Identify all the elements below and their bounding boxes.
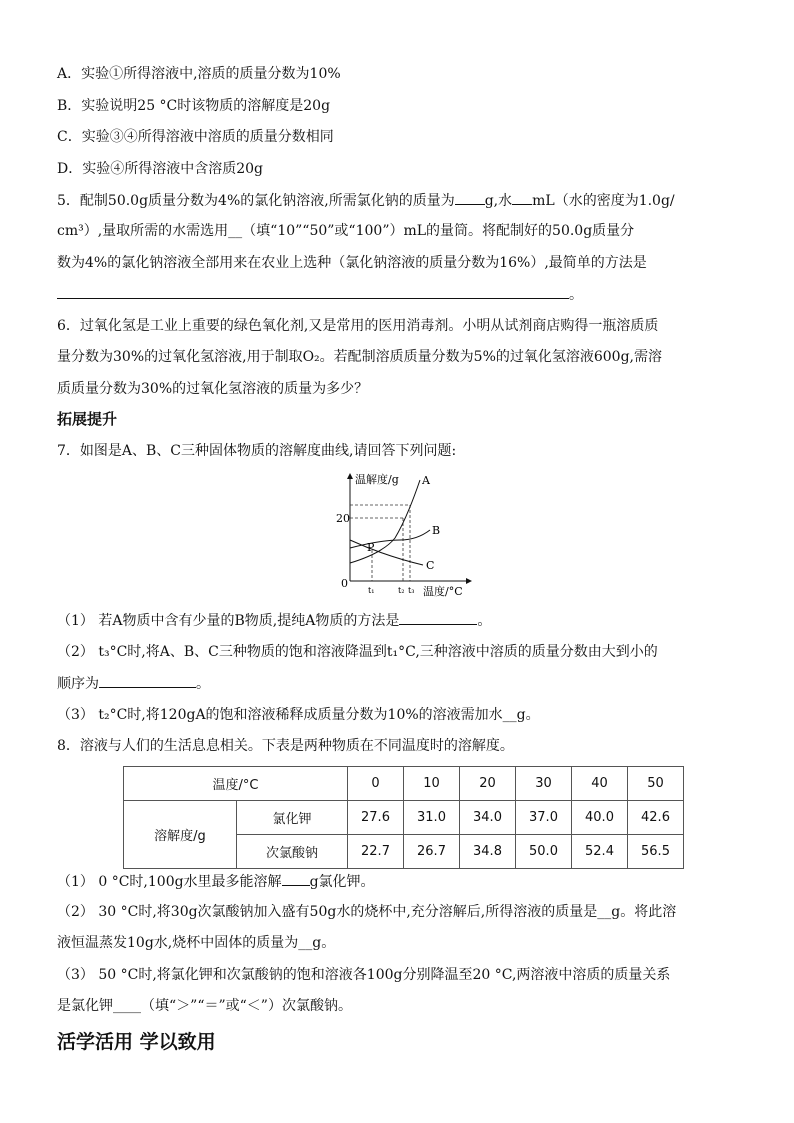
tick-t2: t₂ bbox=[398, 586, 405, 595]
solubility-label: 溶解度/g bbox=[124, 801, 237, 869]
y-axis-label: 温解度/g bbox=[355, 473, 399, 486]
q7-p2-end: 。 bbox=[196, 676, 210, 692]
option-c: C．实验③④所得溶液中溶质的质量分数相同 bbox=[57, 129, 334, 145]
q8-part3-line2: 是氯化钾____（填“＞”“＝”或“＜”）次氯酸钠。 bbox=[57, 998, 352, 1014]
q8-part3-line1: （3） 50 °C时,将氯化钾和次氯酸钠的饱和溶液各100g分别降温至20 °C,两溶液中溶质的质量关系 bbox=[57, 967, 671, 983]
table-row bbox=[124, 801, 684, 835]
section-heading: 拓展提升 bbox=[57, 410, 118, 428]
substance-name: 次氯酸钠 bbox=[237, 835, 348, 869]
table-header-row bbox=[124, 767, 684, 801]
value-cell: 31.0 bbox=[404, 801, 460, 835]
q8-blank-kcl[interactable] bbox=[282, 871, 310, 886]
q7-p1-text: （1） 若A物质中含有少量的B物质,提纯A物质的方法是 bbox=[57, 613, 400, 629]
temp-cell: 50 bbox=[628, 767, 684, 801]
q5-text-c: mL（水的密度为1.0g/ bbox=[532, 193, 675, 209]
value-cell: 37.0 bbox=[516, 801, 572, 835]
q7-part1 bbox=[57, 610, 491, 631]
q8-part2-line1: （2） 30 °C时,将30g次氯酸钠加入盛有50g水的烧杯中,充分溶解后,所得溶液的质量是__g。将此溶 bbox=[57, 904, 677, 920]
option-b: B．实验说明25 °C时该物质的溶解度是20g bbox=[57, 98, 331, 114]
tick-t1: t₁ bbox=[368, 586, 375, 595]
q6-line2: 量分数为30%的过氧化氢溶液,用于制取O₂。若配制溶质质量分数为5%的过氧化氢溶液600g,需溶 bbox=[57, 349, 662, 365]
value-cell: 34.0 bbox=[460, 801, 516, 835]
tick-t3: t₃ bbox=[408, 586, 415, 595]
q7-blank-order[interactable] bbox=[99, 673, 196, 688]
q5-end: 。 bbox=[569, 287, 583, 303]
value-cell: 56.5 bbox=[628, 835, 684, 869]
curve-a-label: A bbox=[422, 474, 430, 487]
value-cell: 52.4 bbox=[572, 835, 628, 869]
substance-name: 氯化钾 bbox=[237, 801, 348, 835]
q8-part1 bbox=[57, 871, 375, 892]
temp-cell: 10 bbox=[404, 767, 460, 801]
q5-blank-water[interactable] bbox=[512, 190, 532, 205]
q7-p2-text: 顺序为 bbox=[57, 676, 99, 692]
curve-b-label: B bbox=[432, 524, 441, 537]
option-d: D．实验④所得溶液中含溶质20g bbox=[57, 161, 264, 177]
q6-line3: 质质量分数为30%的过氧化氢溶液的质量为多少？ bbox=[57, 381, 369, 397]
value-cell: 22.7 bbox=[348, 835, 404, 869]
q5-text-a: 5．配制50.0g质量分数为4%的氯化钠溶液,所需氯化钠的质量为 bbox=[57, 193, 455, 209]
q5-line2: cm³）,量取所需的水需选用__（填“10”“50”或“100”）mL的量筒。将配制好的50.0g质量分 bbox=[57, 223, 635, 239]
q8-p1-text: （1） 0 °C时,100g水里最多能溶解 bbox=[57, 874, 282, 890]
q7-blank-method[interactable] bbox=[399, 610, 477, 625]
value-cell: 42.6 bbox=[628, 801, 684, 835]
tick-20: 20 bbox=[336, 512, 350, 525]
curve-c bbox=[350, 540, 423, 565]
value-cell: 27.6 bbox=[348, 801, 404, 835]
q5-blank-method[interactable] bbox=[57, 284, 569, 299]
origin-label: 0 bbox=[341, 577, 348, 590]
solubility-graph bbox=[335, 468, 475, 600]
solubility-table bbox=[123, 766, 684, 869]
q7-stem: 7．如图是A、B、C三种固体物质的溶解度曲线,请回答下列问题: bbox=[57, 443, 457, 459]
q7-part3: （3） t₂°C时,将120gA的饱和溶液稀释成质量分数为10%的溶液需加水__g。 bbox=[57, 707, 540, 723]
q7-p1-end: 。 bbox=[477, 613, 492, 629]
temp-header: 温度/°C bbox=[124, 767, 348, 801]
q5-line4 bbox=[57, 284, 583, 305]
temp-cell: 0 bbox=[348, 767, 404, 801]
temp-cell: 20 bbox=[460, 767, 516, 801]
curve-a bbox=[350, 480, 420, 563]
q5-line1 bbox=[57, 190, 675, 211]
footer-heading: 活学活用 学以致用 bbox=[57, 1031, 216, 1053]
q8-part2-line2: 液恒温蒸发10g水,烧杯中固体的质量为__g。 bbox=[57, 935, 336, 951]
q5-line3: 数为4%的氯化钠溶液全部用来在农业上选种（氯化钠溶液的质量分数为16%）,最简单的方法是 bbox=[57, 255, 647, 271]
q7-part2-line1: （2） t₃°C时,将A、B、C三种物质的饱和溶液降温到t₁°C,三种溶液中溶质的质量分数由大到小的 bbox=[57, 644, 658, 660]
value-cell: 26.7 bbox=[404, 835, 460, 869]
q6-line1: 6．过氧化氢是工业上重要的绿色氧化剂,又是常用的医用消毒剂。小明从试剂商店购得一瓶溶质质 bbox=[57, 318, 659, 334]
q5-blank-nacl[interactable] bbox=[455, 190, 485, 205]
value-cell: 50.0 bbox=[516, 835, 572, 869]
temp-cell: 30 bbox=[516, 767, 572, 801]
q8-stem: 8．溶液与人们的生活息息相关。下表是两种物质在不同温度时的溶解度。 bbox=[57, 738, 514, 754]
x-axis-label: 温度/°C bbox=[423, 585, 463, 598]
value-cell: 34.8 bbox=[460, 835, 516, 869]
value-cell: 40.0 bbox=[572, 801, 628, 835]
curve-c-label: C bbox=[426, 559, 435, 572]
q5-text-b: g,水 bbox=[484, 193, 513, 209]
option-a: A．实验①所得溶液中,溶质的质量分数为10% bbox=[57, 66, 341, 82]
q7-part2-line2 bbox=[57, 673, 210, 694]
q8-p1-end: g氯化钾。 bbox=[309, 874, 375, 890]
temp-cell: 40 bbox=[572, 767, 628, 801]
point-p-label: P bbox=[367, 541, 375, 554]
